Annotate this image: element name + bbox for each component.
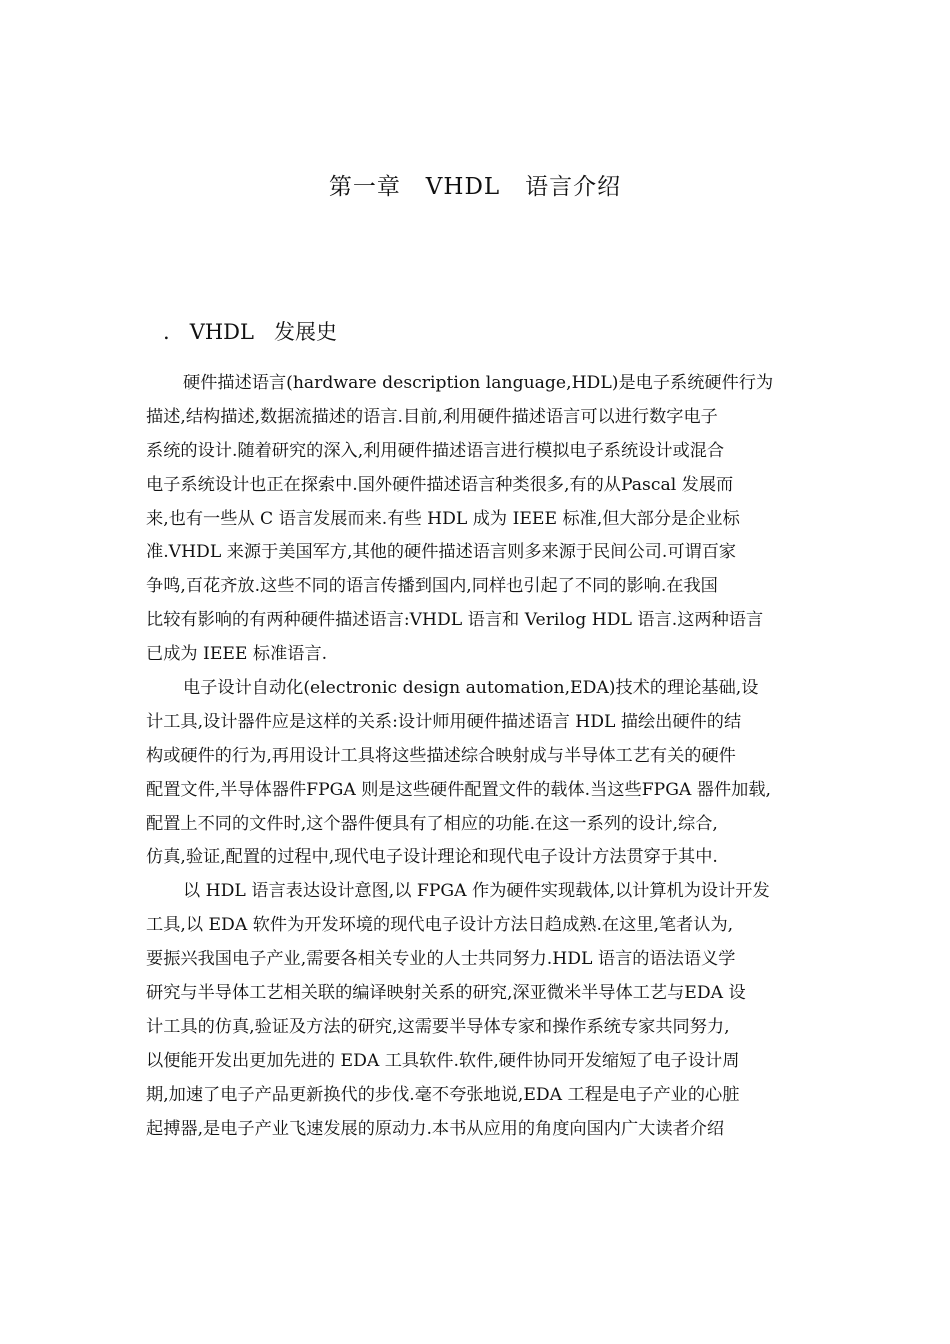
text-line: 计工具,设计器件应是这样的关系:设计师用硬件描述语言 HDL 描绘出硬件的结 <box>146 711 742 732</box>
body-text <box>146 367 816 1146</box>
text-line: 研究与半导体工艺相关联的编译映射关系的研究,深亚微米半导体工艺与EDA 设 <box>146 983 746 1004</box>
text-line: 系统的设计.随着研究的深入,利用硬件描述语言进行模拟电子系统设计或混合 <box>146 440 725 461</box>
text-line: 以便能开发出更加先进的 EDA 工具软件.软件,硬件协同开发缩短了电子设计周 <box>146 1050 740 1071</box>
text-line: 争鸣,百花齐放.这些不同的语言传播到国内,同样也引起了不同的影响.在我国 <box>146 576 718 597</box>
text-line: 配置上不同的文件时,这个器件便具有了相应的功能.在这一系列的设计,综合, <box>146 813 718 834</box>
text-line: 已成为 IEEE 标准语言. <box>146 644 328 665</box>
text-line: 电子系统设计也正在探索中.国外硬件描述语言种类很多,有的从Pascal 发展而 <box>146 474 734 495</box>
text-line: 准.VHDL 来源于美国军方,其他的硬件描述语言则多来源于民间公司.可谓百家 <box>146 542 737 563</box>
text-line: 要振兴我国电子产业,需要各相关专业的人士共同努力.HDL 语言的语法语义学 <box>146 949 736 970</box>
chapter-title: 第一章 VHDL 语言介绍 <box>328 174 622 200</box>
text-line: 仿真,验证,配置的过程中,现代电子设计理论和现代电子设计方法贯穿于其中. <box>146 847 718 868</box>
text-line: 起搏器,是电子产业飞速发展的原动力.本书从应用的角度向国内广大读者介绍 <box>146 1118 725 1139</box>
text-line: 构或硬件的行为,再用设计工具将这些描述综合映射成与半导体工艺有关的硬件 <box>146 745 736 766</box>
text-line: 计工具的仿真,验证及方法的研究,这需要半导体专家和操作系统专家共同努力, <box>146 1016 730 1037</box>
section-heading: . VHDL 发展史 <box>163 320 337 344</box>
text-line: 工具,以 EDA 软件为开发环境的现代电子设计方法日趋成熟.在这里,笔者认为, <box>146 915 734 936</box>
text-line: 硬件描述语言(hardware description language,HDL)是电子系统硬件行为 <box>183 373 774 393</box>
text-line: 电子设计自动化(electronic design automation,EDA)技术的理论基础,设 <box>183 678 759 699</box>
text-line: 期,加速了电子产品更新换代的步伐.毫不夸张地说,EDA 工程是电子产业的心脏 <box>146 1084 740 1105</box>
text-line: 描述,结构描述,数据流描述的语言.目前,利用硬件描述语言可以进行数字电子 <box>146 406 718 427</box>
text-line: 以 HDL 语言表达设计意图,以 FPGA 作为硬件实现载体,以计算机为设计开发 <box>183 881 770 902</box>
text-line: 配置文件,半导体器件FPGA 则是这些硬件配置文件的载体.当这些FPGA 器件加载, <box>146 779 772 800</box>
text-line: 比较有影响的有两种硬件描述语言:VHDL 语言和 Verilog HDL 语言.这两种语言 <box>146 610 764 631</box>
text-line: 来,也有一些从 C 语言发展而来.有些 HDL 成为 IEEE 标准,但大部分是企业标 <box>146 508 740 529</box>
